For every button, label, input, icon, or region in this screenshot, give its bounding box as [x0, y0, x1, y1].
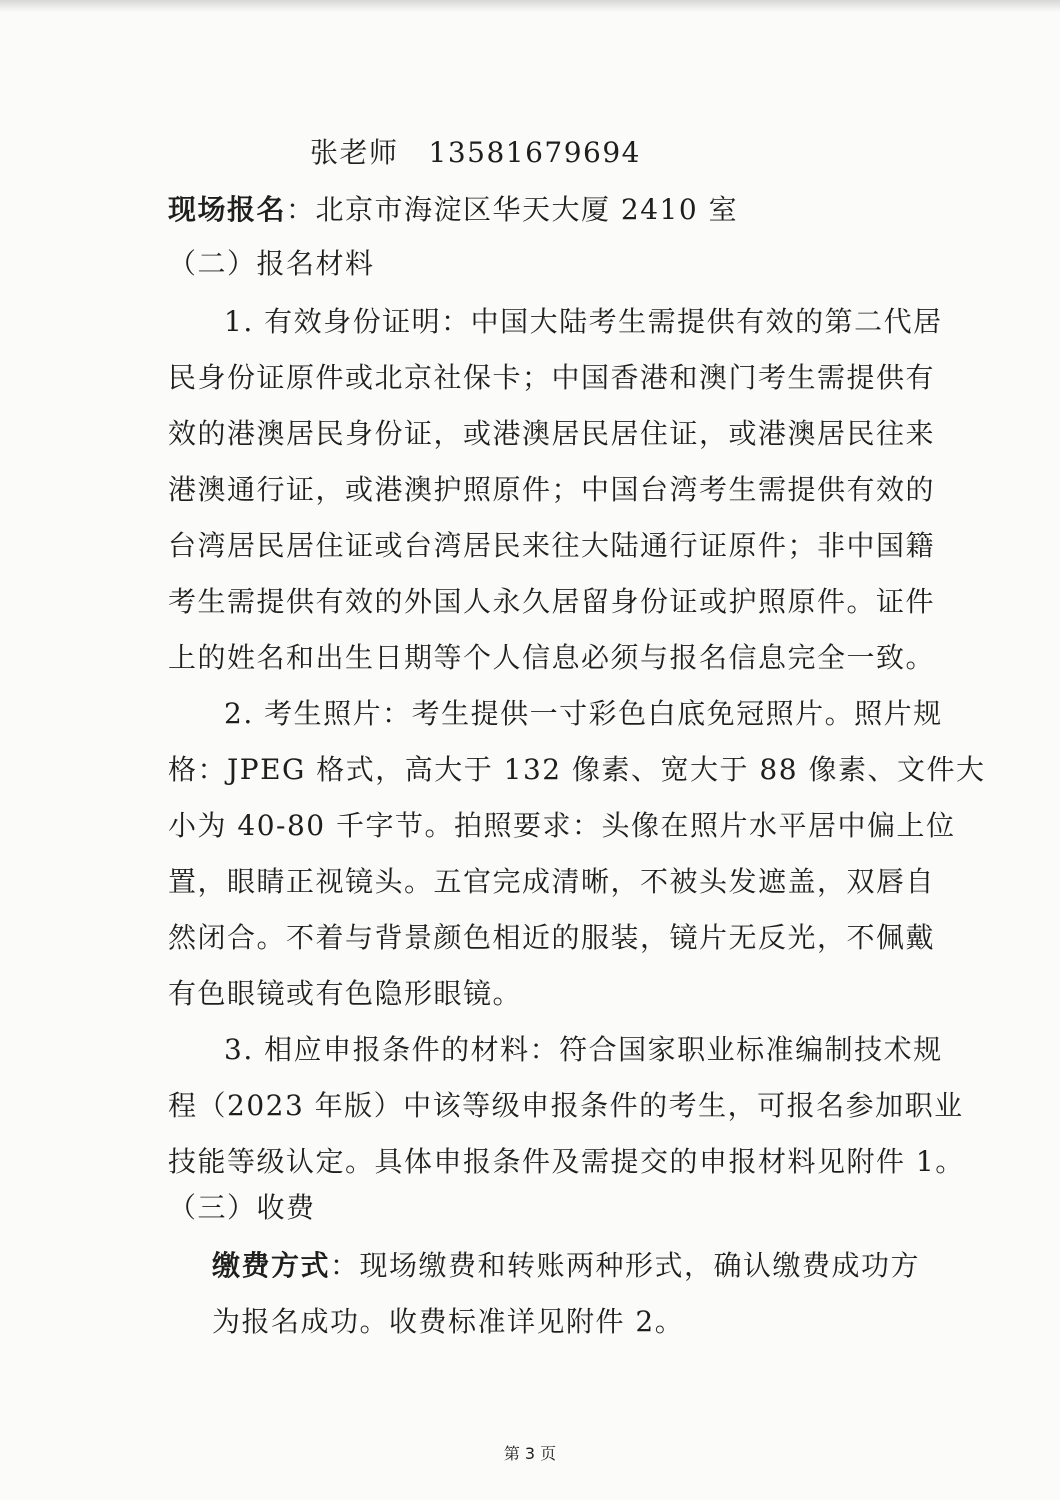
contact-name: 张老师 — [310, 136, 399, 169]
onsite-label: 现场报名 — [168, 193, 287, 226]
paragraph-line: 然闭合。不着与背景颜色相近的服装，镜片无反光，不佩戴 — [168, 921, 936, 954]
paragraph-line: 置，眼睛正视镜头。五官完成清晰，不被头发遮盖，双唇自 — [168, 865, 936, 898]
paragraph-line: 1. 有效身份证明：中国大陆考生需提供有效的第二代居 — [224, 305, 943, 338]
paragraph-line: 上的姓名和出生日期等个人信息必须与报名信息完全一致。 — [168, 641, 936, 674]
payment-method-line — [212, 1246, 920, 1286]
contact-phone: 13581679694 — [428, 136, 641, 169]
paragraph-line: 考生需提供有效的外国人永久居留身份证或护照原件。证件 — [168, 585, 936, 618]
paragraph-line: 3. 相应申报条件的材料：符合国家职业标准编制技术规 — [224, 1033, 943, 1066]
paragraph-line: 格：JPEG 格式，高大于 132 像素、宽大于 88 像素、文件大 — [168, 753, 986, 786]
payment-text: 现场缴费和转账两种形式，确认缴费成功方 — [359, 1249, 921, 1282]
onsite-registration — [168, 190, 738, 230]
paragraph-line: 2. 考生照片：考生提供一寸彩色白底免冠照片。照片规 — [224, 697, 943, 730]
page-number: 第 3 页 — [503, 1444, 557, 1463]
paragraph-line: 小为 40-80 千字节。拍照要求：头像在照片水平居中偏上位 — [168, 809, 956, 842]
section-heading-fees: （三）收费 — [168, 1191, 316, 1224]
paragraph-line: 港澳通行证，或港澳护照原件；中国台湾考生需提供有效的 — [168, 473, 936, 506]
paragraph-line: 技能等级认定。具体申报条件及需提交的申报材料见附件 1。 — [168, 1145, 965, 1178]
paragraph-line: 程（2023 年版）中该等级申报条件的考生，可报名参加职业 — [168, 1089, 964, 1122]
onsite-address: 北京市海淀区华天大厦 2410 室 — [315, 193, 739, 226]
paragraph-line: 台湾居民居住证或台湾居民来往大陆通行证原件；非中国籍 — [168, 529, 936, 562]
section-heading-materials: （二）报名材料 — [168, 247, 375, 280]
payment-colon: ： — [330, 1249, 360, 1282]
paragraph-line: 有色眼镜或有色隐形眼镜。 — [168, 977, 523, 1010]
scan-top-edge — [0, 0, 1060, 12]
paragraph-line: 民身份证原件或北京社保卡；中国香港和澳门考生需提供有 — [168, 361, 936, 394]
onsite-colon: ： — [286, 193, 316, 226]
contact-line — [310, 133, 641, 173]
payment-method-line-2: 为报名成功。收费标准详见附件 2。 — [212, 1305, 685, 1338]
payment-label: 缴费方式 — [212, 1249, 331, 1282]
paragraph-line: 效的港澳居民身份证，或港澳居民居住证，或港澳居民往来 — [168, 417, 936, 450]
